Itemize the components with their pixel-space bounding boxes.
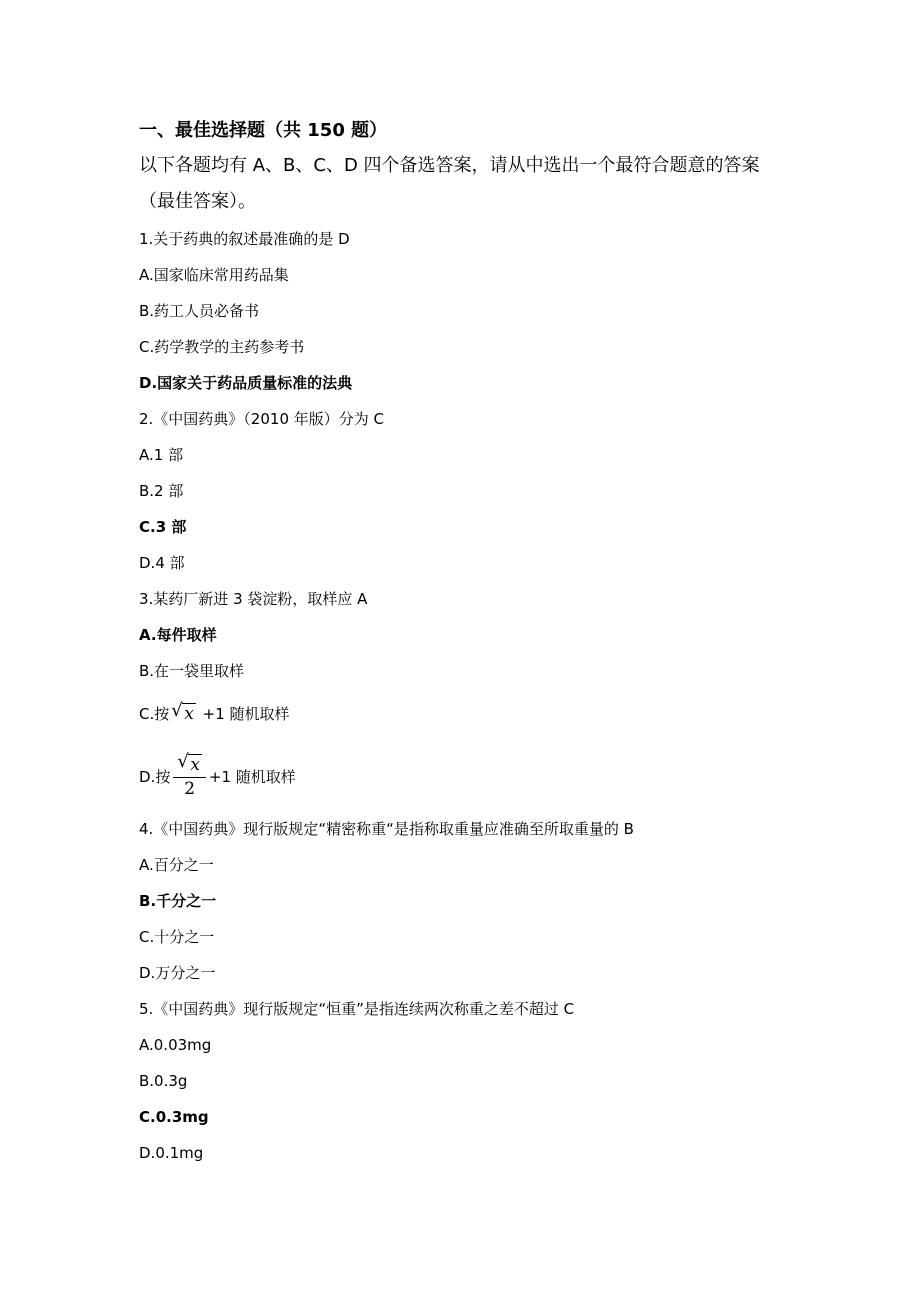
question-5-stem: 5.《中国药典》现行版规定“恒重”是指连续两次称重之差不超过 C bbox=[139, 1000, 575, 1018]
question-3-option-a-answer: A.每件取样 bbox=[139, 626, 217, 644]
sqrt-expression: √ x bbox=[171, 700, 194, 724]
question-2-option-a: A.1 部 bbox=[139, 446, 184, 464]
question-3-option-d bbox=[139, 752, 296, 802]
question-3-stem: 3.某药厂新进 3 袋淀粉，取样应 A bbox=[139, 590, 368, 608]
section-intro-line-1: 以下各题均有 A、B、C、D 四个备选答案，请从中选出一个最符合题意的答案 bbox=[139, 155, 760, 176]
question-2-option-b: B.2 部 bbox=[139, 482, 184, 500]
question-5-option-c-answer: C.0.3mg bbox=[139, 1108, 209, 1126]
question-2-stem: 2.《中国药典》（2010 年版）分为 C bbox=[139, 410, 384, 428]
sqrt-radicand: x bbox=[184, 704, 194, 724]
question-4-option-c: C.十分之一 bbox=[139, 928, 215, 946]
question-4-option-d: D.万分之一 bbox=[139, 964, 216, 982]
question-1-stem: 1.关于药典的叙述最准确的是 D bbox=[139, 230, 350, 248]
question-3-option-c bbox=[139, 700, 290, 724]
question-4-stem: 4.《中国药典》现行版规定“精密称重“是指称取重量应准确至所取重量的 B bbox=[139, 820, 634, 838]
question-3-option-c-suffix: +1 随机取样 bbox=[202, 705, 290, 723]
question-1-option-b: B.药工人员必备书 bbox=[139, 302, 260, 320]
question-3-option-b: B.在一袋里取样 bbox=[139, 662, 245, 680]
question-5-option-a: A.0.03mg bbox=[139, 1036, 212, 1054]
question-5-option-b: B.0.3g bbox=[139, 1072, 188, 1090]
section-intro-line-2: （最佳答案）。 bbox=[139, 191, 256, 212]
question-3-option-d-prefix: D.按 bbox=[139, 768, 171, 786]
question-3-option-d-suffix: +1 随机取样 bbox=[208, 768, 296, 786]
question-2-option-d: D.4 部 bbox=[139, 554, 185, 572]
fraction-denominator: 2 bbox=[184, 779, 196, 799]
question-2-option-c-answer: C.3 部 bbox=[139, 518, 187, 536]
fraction-expression: √ x 2 bbox=[173, 755, 206, 799]
question-1-option-c: C.药学教学的主药参考书 bbox=[139, 338, 305, 356]
question-5-option-d: D.0.1mg bbox=[139, 1144, 204, 1162]
question-4-option-b-answer: B.千分之一 bbox=[139, 892, 217, 910]
question-4-option-a: A.百分之一 bbox=[139, 856, 214, 874]
question-1-option-d-answer: D.国家关于药品质量标准的法典 bbox=[139, 374, 353, 392]
question-1-option-a: A.国家临床常用药品集 bbox=[139, 266, 289, 284]
question-3-option-c-prefix: C.按 bbox=[139, 705, 170, 723]
fraction-numerator-radicand: x bbox=[190, 755, 200, 775]
section-title: 一、最佳选择题（共 150 题） bbox=[139, 120, 388, 141]
